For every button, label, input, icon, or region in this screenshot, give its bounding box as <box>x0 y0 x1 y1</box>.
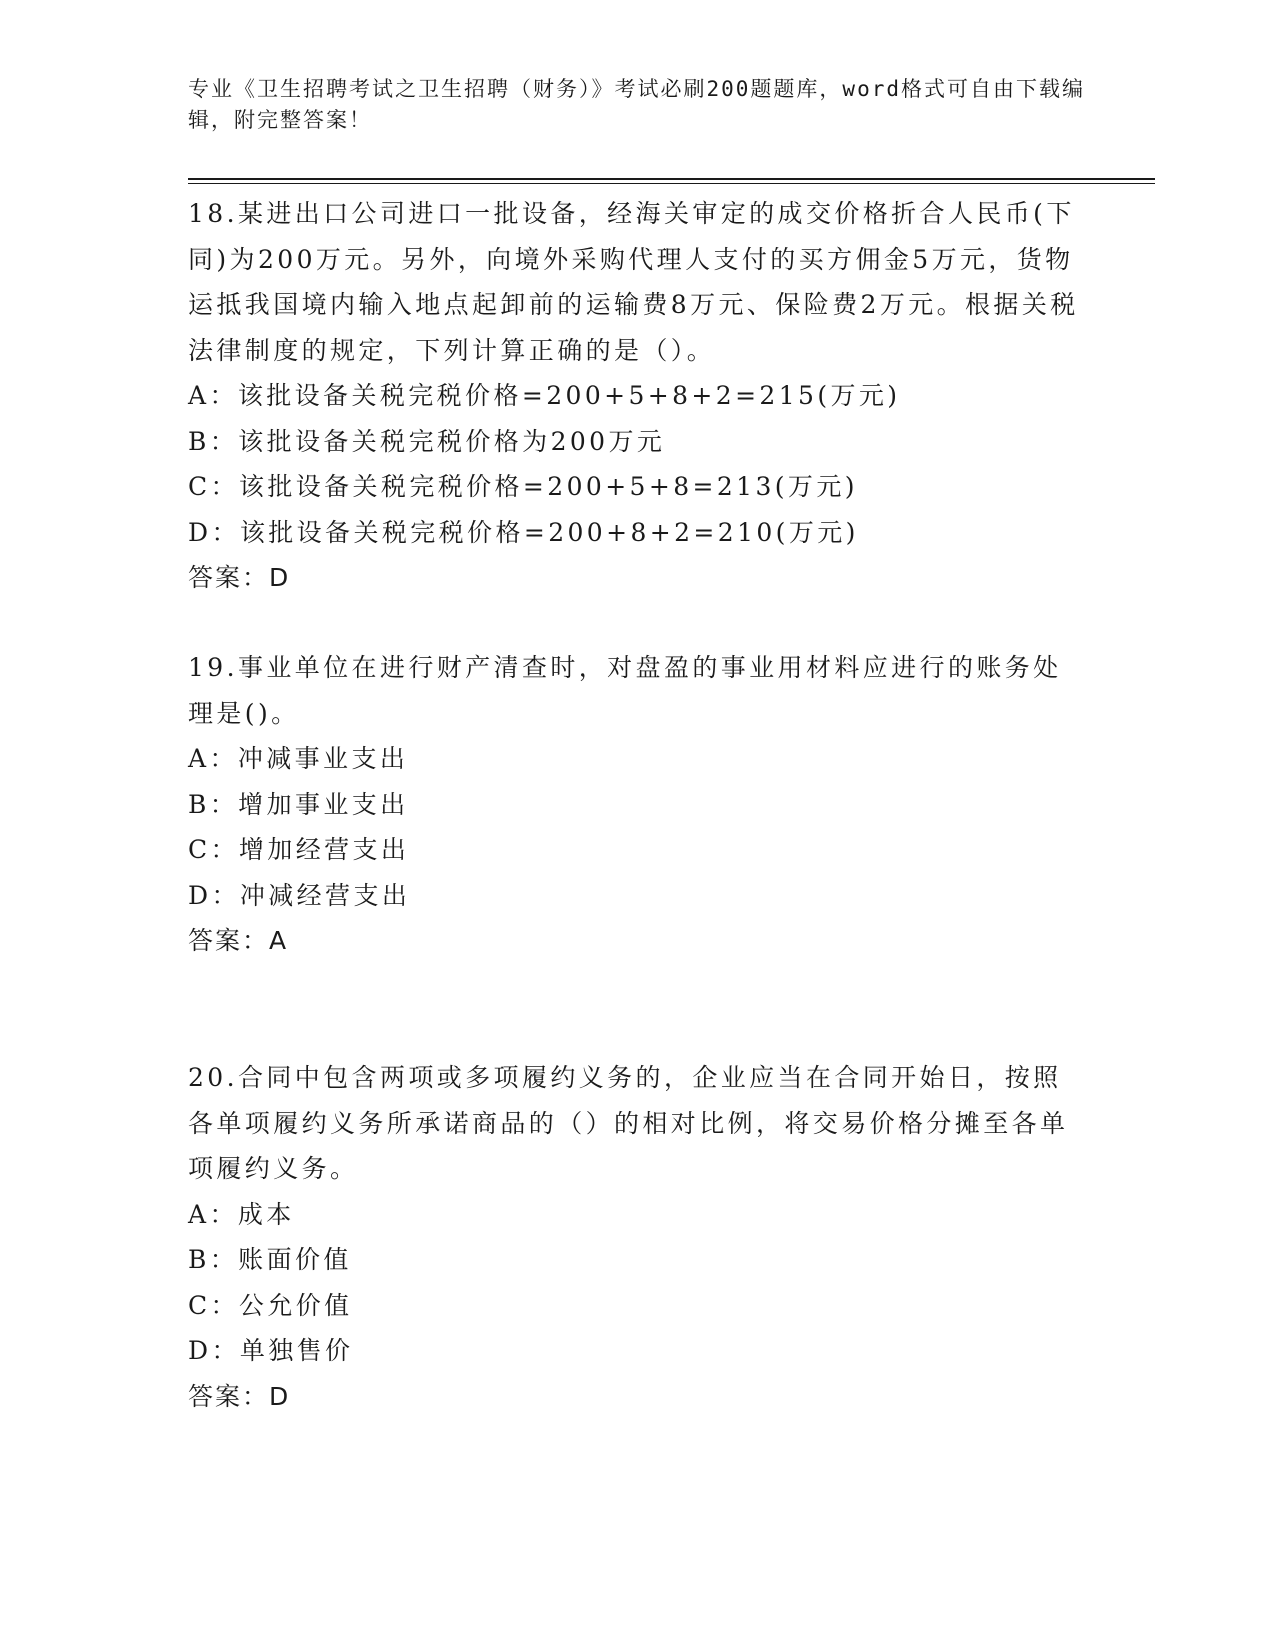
answer: 答案：D <box>188 1381 291 1411</box>
option-b: B：该批设备关税完税价格为200万元 <box>188 426 666 456</box>
option-d: D：该批设备关税完税价格=200+8+2=210(万元) <box>188 517 859 547</box>
header-divider-thin <box>188 183 1155 184</box>
option-d: D：单独售价 <box>188 1336 354 1365</box>
option-a: A：成本 <box>188 1199 295 1229</box>
option-b: B：账面价值 <box>188 1245 352 1274</box>
option-c: C：公允价值 <box>188 1290 353 1320</box>
option-b: B：增加事业支出 <box>188 789 409 819</box>
answer: 答案：D <box>188 563 291 592</box>
option-a: A：冲减事业支出 <box>188 744 409 773</box>
question-19 <box>188 645 1088 964</box>
question-text: 20.合同中包含两项或多项履约义务的，企业应当在合同开始日，按照各单项履约义务所承诺商品的（）的相对比例，将交易价格分摊至各单项履约义务。 <box>188 1063 1069 1183</box>
answer: 答案：A <box>188 926 289 955</box>
question-text: 18.某进出口公司进口一批设备，经海关审定的成交价格折合人民币(下同)为200万元。另外，向境外采购代理人支付的买方佣金5万元，货物运抵我国境内输入地点起卸前的运输费8万元、保险费2万元。根据关税法律制度的规定，下列计算正确的是（）。 <box>188 199 1079 365</box>
header-divider-thick <box>188 178 1155 180</box>
option-c: C：增加经营支出 <box>188 835 410 864</box>
document-header: 专业《卫生招聘考试之卫生招聘（财务）》考试必刷200题题库，word格式可自由下载编辑，附完整答案！ <box>188 77 1085 132</box>
question-20 <box>188 1055 1088 1419</box>
question-18 <box>188 191 1088 601</box>
option-d: D：冲减经营支出 <box>188 880 411 910</box>
option-a: A：该批设备关税完税价格=200+5+8+2=215(万元) <box>188 381 901 410</box>
question-text: 19.事业单位在进行财产清查时，对盘盈的事业用材料应进行的账务处理是()。 <box>188 653 1062 728</box>
option-c: C：该批设备关税完税价格=200+5+8=213(万元) <box>188 472 858 501</box>
